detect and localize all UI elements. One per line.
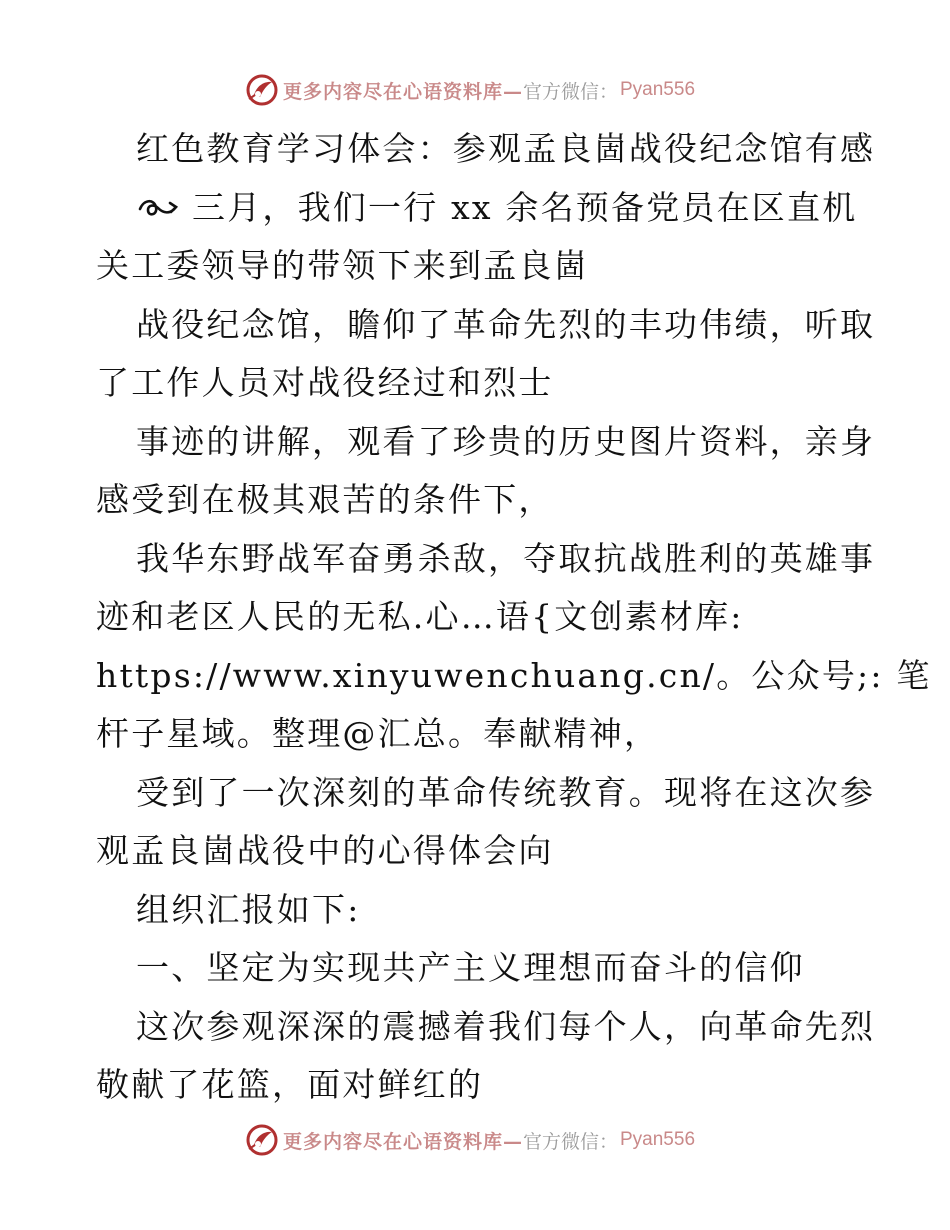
- xinyu-logo-icon: [245, 1123, 279, 1157]
- paragraph-line-text: 三月，我们一行 xx 余名预备党员在区直机: [192, 187, 858, 227]
- paragraph-line: 敬献了花篮，面对鲜红的: [96, 1065, 484, 1104]
- paragraph-line: 迹和老区人民的无私.心…语{文创素材库:: [96, 597, 744, 636]
- banner-text: 更多内容尽在心语资料库—: [282, 80, 523, 103]
- paragraph-line: 我华东野战军奋勇杀敌，夺取抗战胜利的英雄事: [136, 538, 876, 578]
- paragraph-line: 组织汇报如下:: [136, 889, 361, 929]
- banner-wechat-label: 官方微信：: [522, 1130, 618, 1153]
- header-banner: [0, 70, 950, 110]
- paragraph-line: 事迹的讲解，观看了珍贵的历史图片资料，亲身: [136, 421, 876, 461]
- xinyu-logo-icon: [245, 73, 279, 107]
- footer-banner: [0, 1120, 950, 1160]
- paragraph-line: 杆子星域。整理@汇总。奉献精神，: [96, 714, 660, 753]
- paragraph-line: 了工作人员对战役经过和烈士: [96, 363, 554, 402]
- banner-text: 更多内容尽在心语资料库—: [282, 1130, 523, 1153]
- document-body: [96, 120, 932, 1115]
- banner-wechat-label: 官方微信：: [522, 80, 618, 103]
- flourish-icon: [136, 195, 180, 221]
- paragraph-line: 战役纪念馆，瞻仰了革命先烈的丰功伟绩，听取: [136, 304, 876, 344]
- paragraph-line: [96, 179, 856, 238]
- paragraph-line: 观孟良崮战役中的心得体会向: [96, 831, 554, 870]
- paragraph-line: 这次参观深深的震撼着我们每个人，向革命先烈: [136, 1006, 876, 1046]
- banner-wechat-id: Pyan556: [620, 79, 696, 100]
- banner-wechat-id: Pyan556: [620, 1129, 696, 1150]
- paragraph-line: 受到了一次深刻的革命传统教育。现将在这次参: [136, 772, 876, 812]
- paragraph-line: 感受到在极其艰苦的条件下，: [96, 480, 554, 519]
- document-title: 红色教育学习体会：参观孟良崮战役纪念馆有感: [136, 129, 876, 168]
- paragraph-line: https://www.xinyuwenchuang.cn/。公众号;: 笔: [96, 655, 932, 695]
- section-heading: 一、坚定为实现共产主义理想而奋斗的信仰: [136, 948, 805, 987]
- paragraph-line: 关工委领导的带领下来到孟良崮: [96, 246, 589, 285]
